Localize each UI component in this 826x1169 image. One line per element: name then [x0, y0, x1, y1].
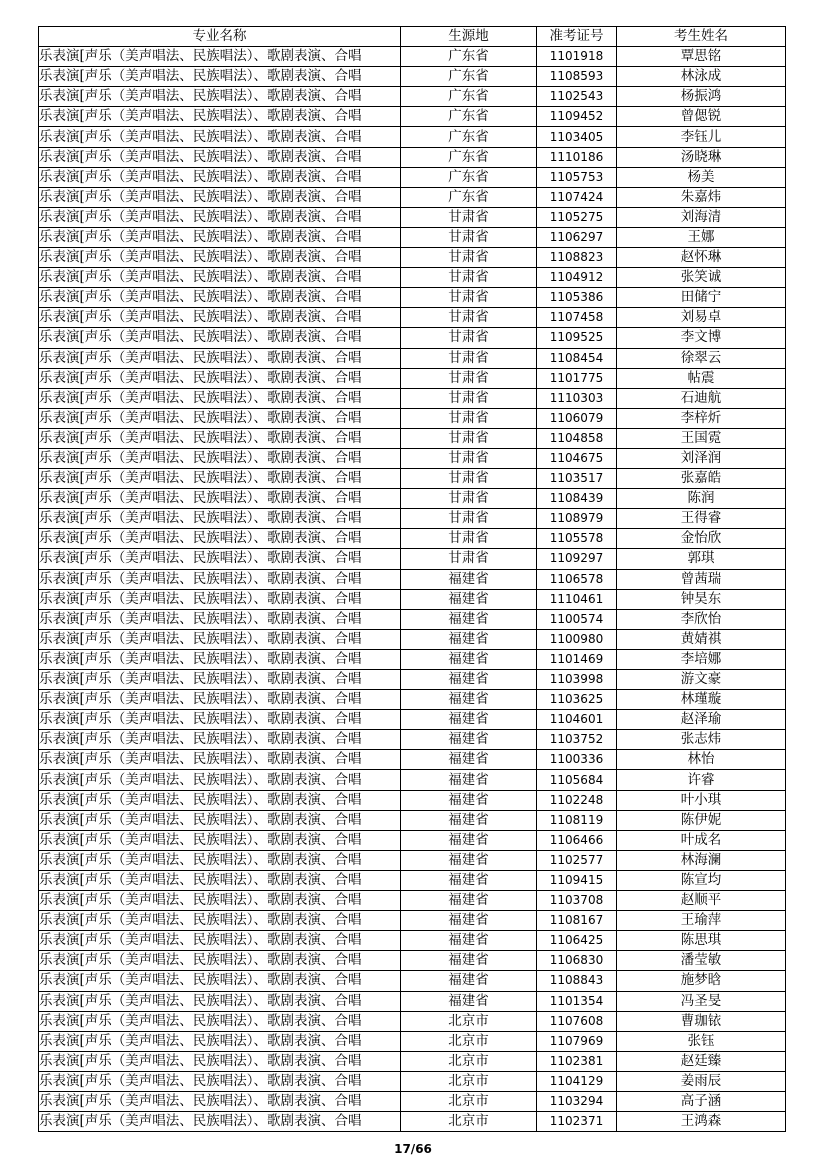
cell-student-name: 陈润 [617, 489, 786, 509]
cell-student-name: 覃思铭 [617, 47, 786, 67]
cell-origin: 福建省 [401, 911, 537, 931]
cell-origin: 广东省 [401, 167, 537, 187]
table-row [39, 448, 786, 468]
cell-exam-id: 1105386 [537, 288, 617, 308]
cell-origin: 福建省 [401, 589, 537, 609]
cell-origin: 福建省 [401, 790, 537, 810]
table-row [39, 891, 786, 911]
table-row [39, 207, 786, 227]
cell-student-name: 叶小琪 [617, 790, 786, 810]
cell-origin: 北京市 [401, 1071, 537, 1091]
table-row [39, 1051, 786, 1071]
cell-exam-id: 1103625 [537, 690, 617, 710]
table-body [39, 47, 786, 1132]
cell-exam-id: 1108119 [537, 810, 617, 830]
cell-student-name: 徐翠云 [617, 348, 786, 368]
cell-student-name: 张志炜 [617, 730, 786, 750]
cell-origin: 福建省 [401, 750, 537, 770]
table-row [39, 368, 786, 388]
admission-list-table [38, 26, 786, 1132]
cell-origin: 广东省 [401, 87, 537, 107]
cell-exam-id: 1110461 [537, 589, 617, 609]
cell-student-name: 田储宁 [617, 288, 786, 308]
cell-exam-id: 1102543 [537, 87, 617, 107]
cell-student-name: 张钰 [617, 1031, 786, 1051]
table-row [39, 127, 786, 147]
cell-exam-id: 1108439 [537, 489, 617, 509]
cell-major: 乐表演[声乐（美声唱法、民族唱法）、歌剧表演、合唱 [39, 991, 401, 1011]
cell-origin: 北京市 [401, 1051, 537, 1071]
table-row [39, 589, 786, 609]
cell-major: 乐表演[声乐（美声唱法、民族唱法）、歌剧表演、合唱 [39, 609, 401, 629]
cell-origin: 广东省 [401, 107, 537, 127]
cell-major: 乐表演[声乐（美声唱法、民族唱法）、歌剧表演、合唱 [39, 850, 401, 870]
cell-major: 乐表演[声乐（美声唱法、民族唱法）、歌剧表演、合唱 [39, 428, 401, 448]
cell-student-name: 王瑜萍 [617, 911, 786, 931]
table-row [39, 649, 786, 669]
table-row [39, 770, 786, 790]
cell-major: 乐表演[声乐（美声唱法、民族唱法）、歌剧表演、合唱 [39, 569, 401, 589]
cell-major: 乐表演[声乐（美声唱法、民族唱法）、歌剧表演、合唱 [39, 649, 401, 669]
cell-origin: 甘肃省 [401, 207, 537, 227]
cell-exam-id: 1105753 [537, 167, 617, 187]
cell-origin: 甘肃省 [401, 328, 537, 348]
table-row [39, 549, 786, 569]
cell-major: 乐表演[声乐（美声唱法、民族唱法）、歌剧表演、合唱 [39, 147, 401, 167]
cell-major: 乐表演[声乐（美声唱法、民族唱法）、歌剧表演、合唱 [39, 489, 401, 509]
cell-student-name: 王鸿森 [617, 1112, 786, 1132]
cell-major: 乐表演[声乐（美声唱法、民族唱法）、歌剧表演、合唱 [39, 911, 401, 931]
cell-exam-id: 1107608 [537, 1011, 617, 1031]
cell-exam-id: 1108593 [537, 67, 617, 87]
cell-student-name: 李钰儿 [617, 127, 786, 147]
cell-student-name: 叶成名 [617, 830, 786, 850]
cell-major: 乐表演[声乐（美声唱法、民族唱法）、歌剧表演、合唱 [39, 549, 401, 569]
cell-student-name: 黄婧祺 [617, 629, 786, 649]
table-row [39, 1011, 786, 1031]
cell-major: 乐表演[声乐（美声唱法、民族唱法）、歌剧表演、合唱 [39, 227, 401, 247]
cell-origin: 甘肃省 [401, 509, 537, 529]
table-row [39, 147, 786, 167]
cell-student-name: 曾茜瑞 [617, 569, 786, 589]
cell-origin: 甘肃省 [401, 489, 537, 509]
cell-student-name: 许睿 [617, 770, 786, 790]
cell-major: 乐表演[声乐（美声唱法、民族唱法）、歌剧表演、合唱 [39, 248, 401, 268]
table-row [39, 911, 786, 931]
cell-student-name: 刘泽润 [617, 448, 786, 468]
table-row [39, 227, 786, 247]
cell-major: 乐表演[声乐（美声唱法、民族唱法）、歌剧表演、合唱 [39, 750, 401, 770]
cell-student-name: 赵廷臻 [617, 1051, 786, 1071]
cell-student-name: 施梦晗 [617, 971, 786, 991]
cell-student-name: 李梓炘 [617, 408, 786, 428]
cell-origin: 广东省 [401, 187, 537, 207]
cell-exam-id: 1104129 [537, 1071, 617, 1091]
cell-student-name: 李欣怡 [617, 609, 786, 629]
cell-student-name: 潘莹敏 [617, 951, 786, 971]
cell-origin: 福建省 [401, 730, 537, 750]
table-row [39, 870, 786, 890]
cell-major: 乐表演[声乐（美声唱法、民族唱法）、歌剧表演、合唱 [39, 790, 401, 810]
cell-origin: 甘肃省 [401, 529, 537, 549]
cell-student-name: 杨振鸿 [617, 87, 786, 107]
table-row [39, 268, 786, 288]
table-row [39, 529, 786, 549]
table-row [39, 991, 786, 1011]
cell-student-name: 朱嘉炜 [617, 187, 786, 207]
table-row [39, 328, 786, 348]
cell-major: 乐表演[声乐（美声唱法、民族唱法）、歌剧表演、合唱 [39, 469, 401, 489]
table-row [39, 308, 786, 328]
cell-major: 乐表演[声乐（美声唱法、民族唱法）、歌剧表演、合唱 [39, 931, 401, 951]
cell-exam-id: 1100574 [537, 609, 617, 629]
table-row [39, 67, 786, 87]
cell-origin: 福建省 [401, 770, 537, 790]
cell-major: 乐表演[声乐（美声唱法、民族唱法）、歌剧表演、合唱 [39, 870, 401, 890]
cell-origin: 福建省 [401, 931, 537, 951]
cell-exam-id: 1103752 [537, 730, 617, 750]
cell-student-name: 张笑诚 [617, 268, 786, 288]
header-student-name: 考生姓名 [617, 27, 786, 47]
cell-student-name: 陈宣均 [617, 870, 786, 890]
cell-origin: 福建省 [401, 649, 537, 669]
cell-origin: 福建省 [401, 951, 537, 971]
cell-student-name: 林怡 [617, 750, 786, 770]
table-row [39, 408, 786, 428]
cell-exam-id: 1101354 [537, 991, 617, 1011]
cell-exam-id: 1101775 [537, 368, 617, 388]
table-row [39, 288, 786, 308]
cell-exam-id: 1100336 [537, 750, 617, 770]
cell-major: 乐表演[声乐（美声唱法、民族唱法）、歌剧表演、合唱 [39, 670, 401, 690]
table-row [39, 730, 786, 750]
cell-exam-id: 1106079 [537, 408, 617, 428]
table-row [39, 469, 786, 489]
cell-major: 乐表演[声乐（美声唱法、民族唱法）、歌剧表演、合唱 [39, 1051, 401, 1071]
cell-origin: 福建省 [401, 629, 537, 649]
cell-major: 乐表演[声乐（美声唱法、民族唱法）、歌剧表演、合唱 [39, 1091, 401, 1111]
cell-exam-id: 1104601 [537, 710, 617, 730]
cell-student-name: 石迪航 [617, 388, 786, 408]
cell-origin: 福建省 [401, 891, 537, 911]
cell-origin: 福建省 [401, 991, 537, 1011]
cell-student-name: 林泳成 [617, 67, 786, 87]
cell-origin: 广东省 [401, 67, 537, 87]
table-row [39, 951, 786, 971]
cell-major: 乐表演[声乐（美声唱法、民族唱法）、歌剧表演、合唱 [39, 268, 401, 288]
cell-exam-id: 1101469 [537, 649, 617, 669]
cell-exam-id: 1108823 [537, 248, 617, 268]
cell-exam-id: 1104675 [537, 448, 617, 468]
table-row [39, 47, 786, 67]
cell-major: 乐表演[声乐（美声唱法、民族唱法）、歌剧表演、合唱 [39, 187, 401, 207]
cell-major: 乐表演[声乐（美声唱法、民族唱法）、歌剧表演、合唱 [39, 448, 401, 468]
cell-major: 乐表演[声乐（美声唱法、民族唱法）、歌剧表演、合唱 [39, 47, 401, 67]
cell-origin: 北京市 [401, 1031, 537, 1051]
cell-student-name: 王娜 [617, 227, 786, 247]
table-row [39, 348, 786, 368]
cell-origin: 甘肃省 [401, 388, 537, 408]
cell-exam-id: 1103405 [537, 127, 617, 147]
table-row [39, 1071, 786, 1091]
cell-exam-id: 1107424 [537, 187, 617, 207]
cell-origin: 甘肃省 [401, 549, 537, 569]
cell-major: 乐表演[声乐（美声唱法、民族唱法）、歌剧表演、合唱 [39, 629, 401, 649]
table-row [39, 1091, 786, 1111]
cell-major: 乐表演[声乐（美声唱法、民族唱法）、歌剧表演、合唱 [39, 408, 401, 428]
cell-exam-id: 1105275 [537, 207, 617, 227]
cell-origin: 福建省 [401, 850, 537, 870]
cell-major: 乐表演[声乐（美声唱法、民族唱法）、歌剧表演、合唱 [39, 589, 401, 609]
cell-exam-id: 1103708 [537, 891, 617, 911]
cell-major: 乐表演[声乐（美声唱法、民族唱法）、歌剧表演、合唱 [39, 971, 401, 991]
cell-student-name: 赵怀琳 [617, 248, 786, 268]
cell-exam-id: 1110303 [537, 388, 617, 408]
cell-major: 乐表演[声乐（美声唱法、民族唱法）、歌剧表演、合唱 [39, 167, 401, 187]
cell-origin: 北京市 [401, 1112, 537, 1132]
cell-major: 乐表演[声乐（美声唱法、民族唱法）、歌剧表演、合唱 [39, 1112, 401, 1132]
cell-student-name: 曾偲锐 [617, 107, 786, 127]
cell-exam-id: 1106425 [537, 931, 617, 951]
table-row [39, 810, 786, 830]
cell-exam-id: 1109297 [537, 549, 617, 569]
cell-major: 乐表演[声乐（美声唱法、民族唱法）、歌剧表演、合唱 [39, 710, 401, 730]
table-row [39, 388, 786, 408]
cell-origin: 福建省 [401, 609, 537, 629]
cell-origin: 福建省 [401, 569, 537, 589]
cell-origin: 甘肃省 [401, 308, 537, 328]
cell-major: 乐表演[声乐（美声唱法、民族唱法）、歌剧表演、合唱 [39, 529, 401, 549]
cell-origin: 北京市 [401, 1091, 537, 1111]
cell-student-name: 陈伊妮 [617, 810, 786, 830]
cell-student-name: 林海澜 [617, 850, 786, 870]
header-exam-id: 准考证号 [537, 27, 617, 47]
cell-student-name: 李文博 [617, 328, 786, 348]
cell-student-name: 汤晓琳 [617, 147, 786, 167]
cell-major: 乐表演[声乐（美声唱法、民族唱法）、歌剧表演、合唱 [39, 67, 401, 87]
cell-origin: 甘肃省 [401, 368, 537, 388]
cell-major: 乐表演[声乐（美声唱法、民族唱法）、歌剧表演、合唱 [39, 509, 401, 529]
cell-major: 乐表演[声乐（美声唱法、民族唱法）、歌剧表演、合唱 [39, 308, 401, 328]
cell-origin: 甘肃省 [401, 348, 537, 368]
cell-student-name: 姜雨辰 [617, 1071, 786, 1091]
cell-exam-id: 1105684 [537, 770, 617, 790]
cell-exam-id: 1107458 [537, 308, 617, 328]
cell-major: 乐表演[声乐（美声唱法、民族唱法）、歌剧表演、合唱 [39, 810, 401, 830]
cell-origin: 广东省 [401, 47, 537, 67]
cell-major: 乐表演[声乐（美声唱法、民族唱法）、歌剧表演、合唱 [39, 690, 401, 710]
cell-major: 乐表演[声乐（美声唱法、民族唱法）、歌剧表演、合唱 [39, 1031, 401, 1051]
cell-origin: 福建省 [401, 710, 537, 730]
cell-student-name: 王得睿 [617, 509, 786, 529]
cell-student-name: 张嘉皓 [617, 469, 786, 489]
cell-exam-id: 1107969 [537, 1031, 617, 1051]
cell-major: 乐表演[声乐（美声唱法、民族唱法）、歌剧表演、合唱 [39, 348, 401, 368]
cell-exam-id: 1102248 [537, 790, 617, 810]
cell-origin: 福建省 [401, 670, 537, 690]
cell-exam-id: 1108454 [537, 348, 617, 368]
table-row [39, 509, 786, 529]
cell-major: 乐表演[声乐（美声唱法、民族唱法）、歌剧表演、合唱 [39, 730, 401, 750]
cell-exam-id: 1109525 [537, 328, 617, 348]
cell-major: 乐表演[声乐（美声唱法、民族唱法）、歌剧表演、合唱 [39, 288, 401, 308]
table-row [39, 107, 786, 127]
cell-student-name: 林瑾璇 [617, 690, 786, 710]
table-row [39, 830, 786, 850]
page-number: 17/66 [394, 1142, 432, 1156]
cell-origin: 甘肃省 [401, 428, 537, 448]
cell-student-name: 刘海清 [617, 207, 786, 227]
cell-major: 乐表演[声乐（美声唱法、民族唱法）、歌剧表演、合唱 [39, 207, 401, 227]
cell-student-name: 郭琪 [617, 549, 786, 569]
cell-exam-id: 1108979 [537, 509, 617, 529]
cell-exam-id: 1105578 [537, 529, 617, 549]
cell-major: 乐表演[声乐（美声唱法、民族唱法）、歌剧表演、合唱 [39, 127, 401, 147]
cell-student-name: 李培娜 [617, 649, 786, 669]
cell-student-name: 杨美 [617, 167, 786, 187]
cell-student-name: 高子涵 [617, 1091, 786, 1111]
table-row [39, 569, 786, 589]
cell-exam-id: 1109452 [537, 107, 617, 127]
cell-origin: 福建省 [401, 870, 537, 890]
table-row [39, 1112, 786, 1132]
cell-origin: 福建省 [401, 810, 537, 830]
header-major: 专业名称 [39, 27, 401, 47]
cell-major: 乐表演[声乐（美声唱法、民族唱法）、歌剧表演、合唱 [39, 368, 401, 388]
table-row [39, 489, 786, 509]
cell-major: 乐表演[声乐（美声唱法、民族唱法）、歌剧表演、合唱 [39, 388, 401, 408]
table-header-row [39, 27, 786, 47]
cell-student-name: 王国霓 [617, 428, 786, 448]
table-row [39, 670, 786, 690]
table-row [39, 629, 786, 649]
cell-exam-id: 1108167 [537, 911, 617, 931]
cell-origin: 甘肃省 [401, 268, 537, 288]
table-row [39, 1031, 786, 1051]
cell-student-name: 帖震 [617, 368, 786, 388]
table-row [39, 750, 786, 770]
cell-exam-id: 1102577 [537, 850, 617, 870]
cell-exam-id: 1104912 [537, 268, 617, 288]
cell-major: 乐表演[声乐（美声唱法、民族唱法）、歌剧表演、合唱 [39, 107, 401, 127]
table-row [39, 87, 786, 107]
cell-exam-id: 1109415 [537, 870, 617, 890]
cell-student-name: 钟昊东 [617, 589, 786, 609]
cell-major: 乐表演[声乐（美声唱法、民族唱法）、歌剧表演、合唱 [39, 87, 401, 107]
table-row [39, 790, 786, 810]
cell-student-name: 游文豪 [617, 670, 786, 690]
cell-origin: 甘肃省 [401, 288, 537, 308]
cell-exam-id: 1103517 [537, 469, 617, 489]
cell-exam-id: 1106297 [537, 227, 617, 247]
table-row [39, 248, 786, 268]
table-row [39, 931, 786, 951]
cell-student-name: 赵顺平 [617, 891, 786, 911]
cell-origin: 甘肃省 [401, 408, 537, 428]
cell-major: 乐表演[声乐（美声唱法、民族唱法）、歌剧表演、合唱 [39, 951, 401, 971]
cell-major: 乐表演[声乐（美声唱法、民族唱法）、歌剧表演、合唱 [39, 328, 401, 348]
table-row [39, 428, 786, 448]
cell-student-name: 冯圣旻 [617, 991, 786, 1011]
table-row [39, 690, 786, 710]
table-row [39, 609, 786, 629]
cell-exam-id: 1103294 [537, 1091, 617, 1111]
cell-student-name: 赵泽瑜 [617, 710, 786, 730]
cell-exam-id: 1108843 [537, 971, 617, 991]
cell-origin: 广东省 [401, 147, 537, 167]
table-row [39, 850, 786, 870]
cell-exam-id: 1102371 [537, 1112, 617, 1132]
cell-major: 乐表演[声乐（美声唱法、民族唱法）、歌剧表演、合唱 [39, 1011, 401, 1031]
cell-major: 乐表演[声乐（美声唱法、民族唱法）、歌剧表演、合唱 [39, 1071, 401, 1091]
cell-exam-id: 1101918 [537, 47, 617, 67]
cell-exam-id: 1103998 [537, 670, 617, 690]
cell-origin: 甘肃省 [401, 448, 537, 468]
cell-exam-id: 1106578 [537, 569, 617, 589]
table-row [39, 167, 786, 187]
cell-origin: 福建省 [401, 690, 537, 710]
cell-major: 乐表演[声乐（美声唱法、民族唱法）、歌剧表演、合唱 [39, 891, 401, 911]
table-row [39, 710, 786, 730]
header-origin: 生源地 [401, 27, 537, 47]
cell-origin: 广东省 [401, 127, 537, 147]
cell-origin: 福建省 [401, 830, 537, 850]
cell-student-name: 金怡欣 [617, 529, 786, 549]
cell-exam-id: 1110186 [537, 147, 617, 167]
cell-student-name: 刘易卓 [617, 308, 786, 328]
table-row [39, 187, 786, 207]
cell-origin: 甘肃省 [401, 469, 537, 489]
cell-major: 乐表演[声乐（美声唱法、民族唱法）、歌剧表演、合唱 [39, 770, 401, 790]
cell-exam-id: 1100980 [537, 629, 617, 649]
cell-exam-id: 1104858 [537, 428, 617, 448]
cell-major: 乐表演[声乐（美声唱法、民族唱法）、歌剧表演、合唱 [39, 830, 401, 850]
cell-origin: 福建省 [401, 971, 537, 991]
cell-exam-id: 1106466 [537, 830, 617, 850]
cell-exam-id: 1102381 [537, 1051, 617, 1071]
cell-exam-id: 1106830 [537, 951, 617, 971]
cell-student-name: 陈思琪 [617, 931, 786, 951]
cell-student-name: 曹珈铱 [617, 1011, 786, 1031]
cell-origin: 甘肃省 [401, 227, 537, 247]
cell-origin: 北京市 [401, 1011, 537, 1031]
cell-origin: 甘肃省 [401, 248, 537, 268]
table-row [39, 971, 786, 991]
